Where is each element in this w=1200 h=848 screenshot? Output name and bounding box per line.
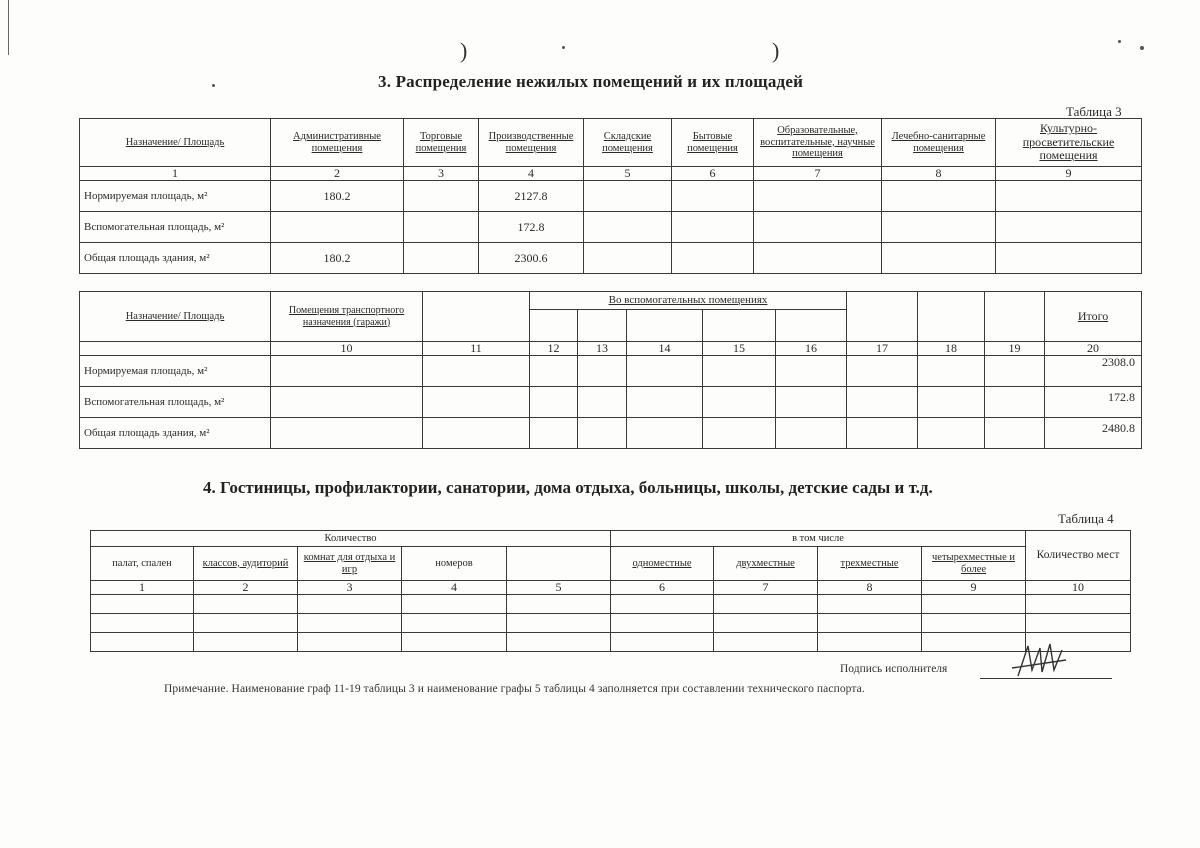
cell xyxy=(754,181,882,212)
header-single: одноместные xyxy=(611,547,714,581)
col-number: 3 xyxy=(298,581,402,595)
cell xyxy=(996,181,1142,212)
header-blank xyxy=(530,310,578,342)
col-number: 10 xyxy=(1026,581,1131,595)
header-household: Бытовые помещения xyxy=(672,119,754,167)
col-number: 6 xyxy=(672,167,754,181)
cell xyxy=(404,212,479,243)
header-classes: классов, аудиторий xyxy=(194,547,298,581)
header-double: двухместные xyxy=(714,547,818,581)
total-value: 172.8 xyxy=(1045,387,1142,418)
col-number: 18 xyxy=(918,342,985,356)
signature-scribble xyxy=(1010,640,1070,680)
row-label: Общая площадь здания, м² xyxy=(80,243,271,274)
header-quantity: Количество xyxy=(91,531,611,547)
header-purpose: Назначение/ Площадь xyxy=(80,292,271,342)
col-number: 2 xyxy=(194,581,298,595)
cell xyxy=(271,212,404,243)
col-number-blank xyxy=(80,342,271,356)
table-row xyxy=(80,181,1142,212)
header-rooms: номеров xyxy=(402,547,507,581)
header-wards: палат, спален xyxy=(91,547,194,581)
total-value: 2480.8 xyxy=(1045,418,1142,449)
row-label: Нормируемая площадь, м² xyxy=(80,356,271,387)
row-label: Вспомогательная площадь, м² xyxy=(80,212,271,243)
header-blank xyxy=(627,310,703,342)
header-quad: четырехместные и более xyxy=(922,547,1026,581)
col-number: 9 xyxy=(996,167,1142,181)
footnote: Примечание. Наименование граф 11-19 таблицы 3 и наименование графы 5 таблицы 4 заполняется при составлении технического паспорта. xyxy=(164,683,865,695)
header-purpose: Назначение/ Площадь xyxy=(80,119,271,167)
table-row xyxy=(80,243,1142,274)
col-number: 5 xyxy=(584,167,672,181)
cell xyxy=(882,212,996,243)
col-number: 2 xyxy=(271,167,404,181)
cell xyxy=(584,181,672,212)
cell xyxy=(882,181,996,212)
col-number: 11 xyxy=(423,342,530,356)
section4-title: 4. Гостиницы, профилактории, санатории, дома отдыха, больницы, школы, детские сады и т.д. xyxy=(203,478,933,497)
cell xyxy=(404,243,479,274)
table-row xyxy=(80,387,1142,418)
col-number: 1 xyxy=(80,167,271,181)
cell: 172.8 xyxy=(479,212,584,243)
section3-title: 3. Распределение нежилых помещений и их площадей xyxy=(378,72,804,91)
scan-dot xyxy=(562,46,565,49)
row-label: Общая площадь здания, м² xyxy=(80,418,271,449)
header-medical: Лечебно-санитарные помещения xyxy=(882,119,996,167)
scan-dot xyxy=(1118,40,1121,43)
col-number: 14 xyxy=(627,342,703,356)
cell xyxy=(996,212,1142,243)
header-blank xyxy=(703,310,776,342)
cell xyxy=(672,212,754,243)
cell xyxy=(404,181,479,212)
col-number: 4 xyxy=(479,167,584,181)
header-col5 xyxy=(507,547,611,581)
table-row xyxy=(80,418,1142,449)
table3-caption: Таблица 3 xyxy=(1066,104,1122,119)
row-label: Нормируемая площадь, м² xyxy=(80,181,271,212)
header-blank xyxy=(918,292,985,342)
col-number: 1 xyxy=(91,581,194,595)
col-number: 4 xyxy=(402,581,507,595)
cell xyxy=(882,243,996,274)
total-value: 2308.0 xyxy=(1045,356,1142,387)
header-storage: Складские помещения xyxy=(584,119,672,167)
col-number: 8 xyxy=(882,167,996,181)
header-culture: Культурно-просветительские помещения xyxy=(996,119,1142,167)
cell: 2300.6 xyxy=(479,243,584,274)
cell xyxy=(996,243,1142,274)
col-number: 7 xyxy=(714,581,818,595)
col-number: 7 xyxy=(754,167,882,181)
cell xyxy=(754,212,882,243)
col-number: 17 xyxy=(847,342,918,356)
col-number: 12 xyxy=(530,342,578,356)
table-row xyxy=(91,633,1131,652)
cell xyxy=(584,243,672,274)
signature-label: Подпись исполнителя xyxy=(840,663,948,675)
table-row xyxy=(91,614,1131,633)
cell: 180.2 xyxy=(271,243,404,274)
header-triple: трехместные xyxy=(818,547,922,581)
cell xyxy=(672,243,754,274)
col-number: 6 xyxy=(611,581,714,595)
table4-caption: Таблица 4 xyxy=(1058,511,1114,526)
scan-edge xyxy=(8,0,9,55)
header-blank xyxy=(776,310,847,342)
col-number: 16 xyxy=(776,342,847,356)
header-education: Образовательные, воспитательные, научные помещения xyxy=(754,119,882,167)
header-blank xyxy=(578,310,627,342)
row-label: Вспомогательная площадь, м² xyxy=(80,387,271,418)
col-number: 13 xyxy=(578,342,627,356)
scan-mark: ) xyxy=(772,38,780,63)
scan-dot xyxy=(212,84,215,87)
table-row xyxy=(80,212,1142,243)
header-including: в том числе xyxy=(611,531,1026,547)
header-auxiliary: Во вспомогательных помещениях xyxy=(530,292,847,310)
header-total: Итого xyxy=(1045,292,1142,342)
header-blank xyxy=(423,292,530,342)
col-number: 9 xyxy=(922,581,1026,595)
header-places: Количество мест xyxy=(1026,531,1131,581)
header-production: Производственные помещения xyxy=(479,119,584,167)
header-blank xyxy=(847,292,918,342)
col-number: 3 xyxy=(404,167,479,181)
table4 xyxy=(90,530,1131,652)
cell: 180.2 xyxy=(271,181,404,212)
cell xyxy=(672,181,754,212)
cell: 2127.8 xyxy=(479,181,584,212)
col-number: 15 xyxy=(703,342,776,356)
scan-dot xyxy=(1140,46,1144,50)
col-number: 10 xyxy=(271,342,423,356)
table-row xyxy=(80,356,1142,387)
header-rest-rooms: комнат для отдыха и игр xyxy=(298,547,402,581)
table-row xyxy=(91,595,1131,614)
header-blank xyxy=(985,292,1045,342)
col-number: 20 xyxy=(1045,342,1142,356)
cell xyxy=(584,212,672,243)
col-number: 5 xyxy=(507,581,611,595)
cell xyxy=(754,243,882,274)
table3-part2 xyxy=(79,291,1142,449)
col-number: 19 xyxy=(985,342,1045,356)
scan-mark: ) xyxy=(460,38,468,63)
header-garages: Помещения транспортного назначения (гаражи) xyxy=(271,292,423,342)
table3-part1 xyxy=(79,118,1142,274)
header-admin: Административные помещения xyxy=(271,119,404,167)
header-trade: Торговые помещения xyxy=(404,119,479,167)
col-number: 8 xyxy=(818,581,922,595)
